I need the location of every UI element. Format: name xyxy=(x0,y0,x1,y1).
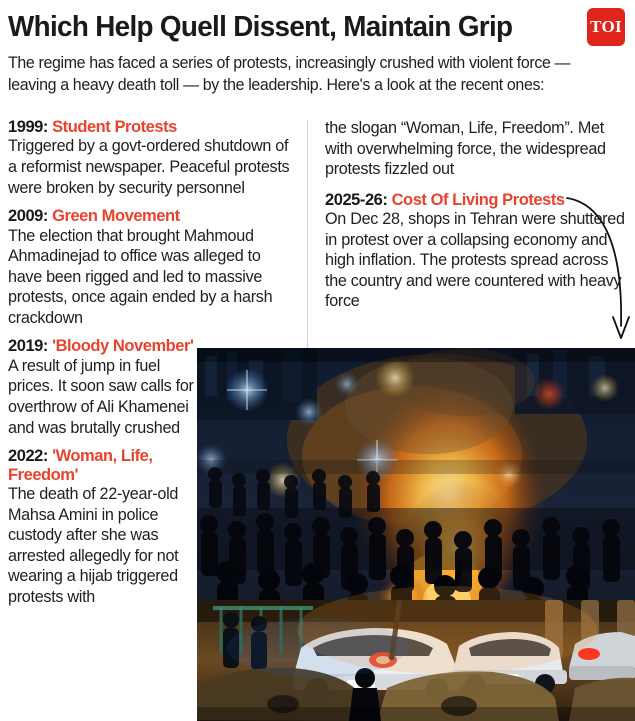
column-divider xyxy=(307,120,308,348)
entry-2022 xyxy=(8,447,194,607)
standfirst: The regime has faced a series of protests, increasingly crushed with violent force — leaving a heavy death toll — by the leadership. Here's a look at the recent ones: xyxy=(8,54,571,94)
entry-body: On Dec 28, shops in Tehran were shuttered in protest over a collapsing economy and high inflation. The protests spread across the country and were countered with heavy force xyxy=(325,210,625,311)
protest-photo-illustration xyxy=(197,348,635,721)
header xyxy=(0,0,635,96)
entry-year: 2025-26: xyxy=(325,190,388,209)
entry-heading xyxy=(325,191,627,209)
entry-year: 2022: xyxy=(8,447,48,466)
entry-title: Student Protests xyxy=(52,118,177,136)
entry-body: The election that brought Mahmoud Ahmadinejad to office was alleged to have been rigged and led to massive protests, once again ended by a harsh crackdown xyxy=(8,226,273,327)
continuation-text: the slogan “Woman, Life, Freedom”. Met with overwhelming force, the widespread protests fizzled out xyxy=(325,119,606,179)
right-column xyxy=(325,118,627,321)
entry-heading xyxy=(8,118,298,136)
entry-year: 1999: xyxy=(8,118,48,136)
entry-year: 2009: xyxy=(8,207,48,226)
toi-logo xyxy=(587,8,625,46)
protest-photo xyxy=(197,348,635,721)
entry-title: Green Movement xyxy=(52,207,180,226)
toi-logo-text: TOI xyxy=(590,17,622,36)
entry-year: 2019: xyxy=(8,337,48,356)
entry-body: The death of 22-year-old Mahsa Amini in police custody after she was arrested allegedly for not wearing a hijab triggered protests with xyxy=(8,485,179,606)
entry-heading xyxy=(8,207,298,225)
entry-heading xyxy=(8,447,194,484)
entry-body: Triggered by a govt-ordered shutdown of a reformist newspaper. Peaceful protests were broken by security personnel xyxy=(8,137,290,197)
entry-2019 xyxy=(8,337,194,438)
entry-2009 xyxy=(8,207,298,328)
entry-title: 'Woman, Life, Freedom' xyxy=(8,447,153,484)
entry-title: Cost Of Living Protests xyxy=(391,190,565,209)
entry-title: 'Bloody November' xyxy=(52,337,194,356)
entry-1999 xyxy=(8,118,298,198)
entry-heading xyxy=(8,337,194,355)
headline-row xyxy=(8,8,627,46)
entry-body: A result of jump in fuel prices. It soon saw calls for overthrow of Ali Khamenei and was brutally crushed xyxy=(8,356,194,437)
page-title: Which Help Quell Dissent, Maintain Grip xyxy=(8,10,513,43)
entry-2025-26 xyxy=(325,191,627,312)
